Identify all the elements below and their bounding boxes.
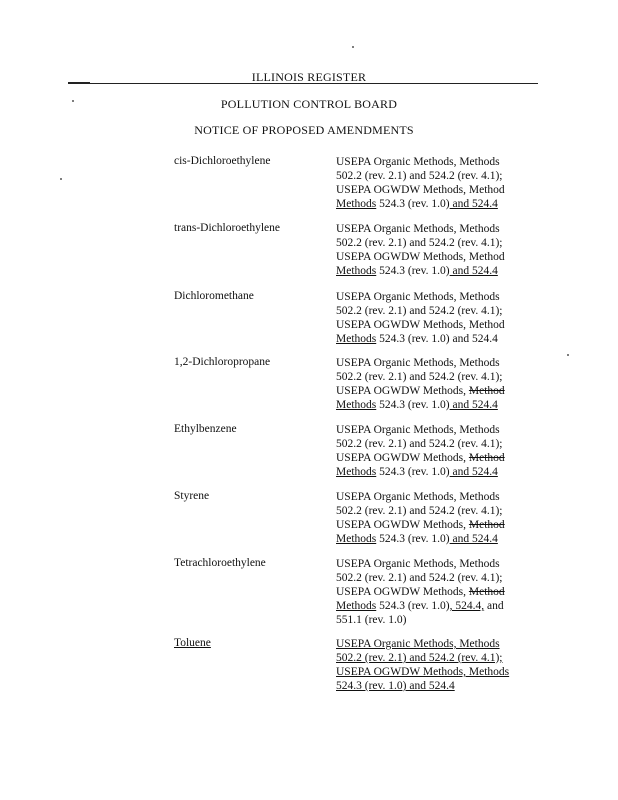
- method-line: [336, 437, 505, 451]
- inserted-text: 502.2 (rev. 2.1) and 524.2 (rev. 4.1);: [336, 652, 503, 664]
- register-title: ILLINOIS REGISTER: [251, 70, 367, 84]
- method-citation: [336, 290, 505, 346]
- method-line: [336, 585, 505, 599]
- inserted-text: USEPA Organic Methods, Methods: [336, 638, 500, 650]
- method-line: [336, 398, 505, 412]
- method-line: [336, 571, 505, 585]
- method-text: 524.3 (rev. 1.0): [376, 399, 450, 411]
- inserted-text: Methods: [336, 265, 377, 277]
- method-text: USEPA Organic Methods, Methods: [336, 357, 500, 369]
- method-text: 524.3 (rev. 1.0): [376, 265, 450, 277]
- method-line: [336, 651, 509, 665]
- method-text: 524.3 (rev. 1.0): [376, 466, 450, 478]
- inserted-text: Methods: [336, 399, 377, 411]
- method-text: USEPA OGWDW Methods,: [336, 586, 469, 598]
- method-citation: [336, 637, 509, 693]
- method-line: [336, 222, 505, 236]
- method-text: USEPA OGWDW Methods, Method: [336, 319, 505, 331]
- method-line: [336, 183, 505, 197]
- inserted-text: , 524.4,: [449, 600, 485, 612]
- method-text: USEPA OGWDW Methods, Method: [336, 184, 505, 196]
- method-line: [336, 557, 505, 571]
- method-line: [336, 356, 505, 370]
- method-citation: [336, 222, 505, 278]
- method-text: 502.2 (rev. 2.1) and 524.2 (rev. 4.1);: [336, 305, 503, 317]
- method-line: [336, 290, 505, 304]
- method-text: 524.3 (rev. 1.0): [376, 198, 450, 210]
- method-line: [336, 384, 505, 398]
- method-line: [336, 304, 505, 318]
- notice-title: NOTICE OF PROPOSED AMENDMENTS: [194, 123, 414, 137]
- method-text: 502.2 (rev. 2.1) and 524.2 (rev. 4.1);: [336, 237, 503, 249]
- analyte-name: Styrene: [174, 490, 210, 502]
- inserted-text: and 524.4: [449, 265, 498, 277]
- method-line: [336, 490, 505, 504]
- method-text: USEPA Organic Methods, Methods: [336, 291, 500, 303]
- method-line: [336, 250, 505, 264]
- method-line: [336, 504, 505, 518]
- method-text: and: [484, 600, 504, 612]
- inserted-text: Methods: [336, 466, 377, 478]
- struck-text: Method: [468, 519, 505, 531]
- struck-text: Method: [468, 586, 505, 598]
- method-line: [336, 532, 505, 546]
- method-text: 502.2 (rev. 2.1) and 524.2 (rev. 4.1);: [336, 505, 503, 517]
- method-text: USEPA Organic Methods, Methods: [336, 558, 500, 570]
- method-line: [336, 637, 509, 651]
- inserted-text: and 524.4: [449, 466, 498, 478]
- analyte-name: trans-Dichloroethylene: [174, 222, 281, 234]
- analyte-name: cis-Dichloroethylene: [174, 155, 271, 167]
- method-text: 502.2 (rev. 2.1) and 524.2 (rev. 4.1);: [336, 572, 503, 584]
- method-line: [336, 665, 509, 679]
- method-citation: [336, 155, 505, 211]
- method-text: USEPA Organic Methods, Methods: [336, 491, 500, 503]
- method-line: [336, 423, 505, 437]
- inserted-text: and 524.4: [449, 399, 498, 411]
- method-line: [336, 613, 505, 627]
- board-title: POLLUTION CONTROL BOARD: [220, 97, 398, 111]
- method-text: USEPA OGWDW Methods, Method: [336, 251, 505, 263]
- method-text: 524.3 (rev. 1.0): [376, 533, 450, 545]
- scan-speck: [352, 46, 354, 48]
- method-line: [336, 318, 505, 332]
- method-line: [336, 155, 505, 169]
- struck-text: Method: [468, 385, 505, 397]
- method-text: USEPA Organic Methods, Methods: [336, 156, 500, 168]
- scan-speck: [60, 178, 62, 180]
- method-text: 502.2 (rev. 2.1) and 524.2 (rev. 4.1);: [336, 170, 503, 182]
- method-text: 502.2 (rev. 2.1) and 524.2 (rev. 4.1);: [336, 438, 503, 450]
- method-line: [336, 264, 505, 278]
- method-line: [336, 332, 505, 346]
- method-text: USEPA OGWDW Methods,: [336, 519, 469, 531]
- inserted-text: Methods: [336, 533, 377, 545]
- inserted-text: Methods: [336, 600, 377, 612]
- analyte-name: Dichloromethane: [174, 290, 254, 302]
- inserted-text: Methods: [336, 198, 377, 210]
- inserted-text: 524.3 (rev. 1.0) and 524.4: [336, 680, 455, 692]
- header-rule-mark: [68, 82, 90, 83]
- method-line: [336, 197, 505, 211]
- method-text: 551.1 (rev. 1.0): [336, 614, 407, 626]
- method-line: [336, 169, 505, 183]
- method-text: USEPA OGWDW Methods,: [336, 452, 469, 464]
- method-citation: [336, 490, 505, 546]
- method-line: [336, 599, 505, 613]
- analyte-name: Toluene: [174, 637, 211, 649]
- method-line: [336, 370, 505, 384]
- inserted-text: and 524.4: [449, 198, 498, 210]
- inserted-text: Methods: [336, 333, 377, 345]
- scan-speck: [72, 100, 74, 102]
- method-text: USEPA Organic Methods, Methods: [336, 424, 500, 436]
- inserted-text: and 524.4: [449, 533, 498, 545]
- method-text: 524.3 (rev. 1.0): [376, 600, 450, 612]
- header-rule: [68, 83, 538, 84]
- method-citation: [336, 356, 505, 412]
- scan-speck: [567, 354, 569, 356]
- method-line: [336, 518, 505, 532]
- method-line: [336, 451, 505, 465]
- analyte-name: 1,2-Dichloropropane: [174, 356, 271, 368]
- inserted-text: USEPA OGWDW Methods, Methods: [336, 666, 510, 678]
- method-text: 524.3 (rev. 1.0) and 524.4: [376, 333, 498, 345]
- method-text: 502.2 (rev. 2.1) and 524.2 (rev. 4.1);: [336, 371, 503, 383]
- method-line: [336, 679, 509, 693]
- method-text: USEPA Organic Methods, Methods: [336, 223, 500, 235]
- method-citation: [336, 557, 505, 627]
- method-citation: [336, 423, 505, 479]
- method-text: USEPA OGWDW Methods,: [336, 385, 469, 397]
- method-line: [336, 236, 505, 250]
- struck-text: Method: [468, 452, 505, 464]
- analyte-name: Tetrachloroethylene: [174, 557, 266, 569]
- analyte-name: Ethylbenzene: [174, 423, 237, 435]
- method-line: [336, 465, 505, 479]
